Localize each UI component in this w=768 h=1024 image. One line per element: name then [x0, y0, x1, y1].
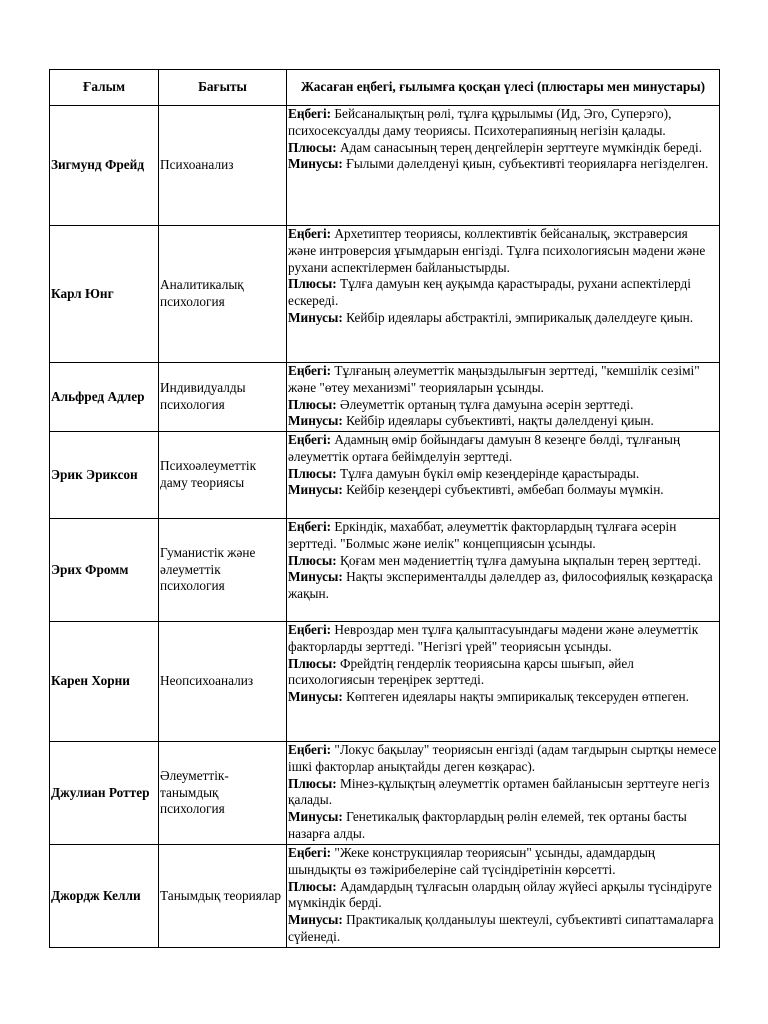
header-row — [50, 70, 720, 106]
pros-text: Фрейдтің гендерлік теориясына қарсы шығып, әйел психологиясын тереңірек зерттеді. — [288, 655, 634, 688]
psychologists-table — [49, 69, 720, 948]
contribution-cell — [287, 363, 720, 432]
scientist-name: Эрик Эриксон — [50, 432, 159, 519]
pros-paragraph — [288, 553, 718, 570]
scientist-direction: Индивидуалды психология — [159, 363, 287, 432]
pros-label: Плюсы: — [288, 139, 337, 155]
pros-label: Плюсы: — [288, 655, 337, 671]
work-paragraph — [288, 742, 718, 776]
table-row — [50, 106, 720, 226]
scientist-direction: Гуманистік және әлеуметтік психология — [159, 519, 287, 622]
cons-paragraph — [288, 156, 718, 173]
table-row — [50, 432, 720, 519]
pros-paragraph — [288, 879, 718, 913]
table-row — [50, 622, 720, 742]
work-label: Еңбегі: — [288, 363, 332, 378]
work-text: "Локус бақылау" теориясын енгізді (адам тағдырын сыртқы немесе ішкі факторлар анықтайды деген көзқарас). — [288, 742, 717, 774]
scientist-direction: Неопсихоанализ — [159, 622, 287, 742]
header-scientist: Ғалым — [50, 70, 159, 106]
contribution-cell — [287, 519, 720, 622]
scientist-name: Джулиан Роттер — [50, 742, 159, 845]
work-text: "Жеке конструкциялар теориясын" ұсынды, адамдардың шындықты өз тәжірибелеріне сай түсіндіретінін көрсетті. — [288, 845, 656, 877]
contribution-cell — [287, 845, 720, 948]
cons-text: Нақты эксперименталды дәлелдер аз, философиялық көзқарасқа жақын. — [288, 569, 713, 602]
contribution-cell — [287, 226, 720, 363]
pros-text: Әлеуметтік ортаның тұлға дамуына әсерін зерттеді. — [340, 396, 634, 412]
cons-paragraph — [288, 912, 718, 946]
contribution-cell — [287, 742, 720, 845]
work-label: Еңбегі: — [288, 622, 332, 637]
scientist-direction: Психоәлеуметтік даму теориясы — [159, 432, 287, 519]
pros-text: Мінез-құлықтың әлеуметтік ортамен байланысын зерттеуге негіз қалады. — [288, 775, 710, 808]
work-label: Еңбегі: — [288, 226, 332, 241]
table-row — [50, 742, 720, 845]
work-text: Адамның өмір бойындағы дамуын 8 кезеңге бөлді, тұлғаның әлеуметтік ортаға бейімделуін зерттеді. — [288, 432, 681, 464]
work-text: Тұлғаның әлеуметтік маңыздылығын зерттеді, "кемшілік сезімі" және "өтеу механизмі" теорияларын ұсынды. — [288, 363, 700, 395]
cons-label: Минусы: — [288, 689, 343, 705]
work-label: Еңбегі: — [288, 519, 332, 534]
cons-label: Минусы: — [288, 482, 343, 498]
cons-label: Минусы: — [288, 809, 343, 825]
cons-paragraph — [288, 310, 718, 327]
work-text: Бейсаналықтың рөлі, тұлға құрылымы (Ид, Эго, Суперэго), психосексуалды даму теориясы. Психотерапияның негізін қалады. — [288, 106, 672, 138]
work-paragraph — [288, 226, 718, 276]
scientist-name: Джордж Келли — [50, 845, 159, 948]
work-paragraph — [288, 622, 718, 656]
cons-text: Көптеген идеялары нақты эмпирикалық тексеруден өтпеген. — [346, 689, 689, 705]
work-paragraph — [288, 845, 718, 879]
pros-paragraph — [288, 397, 718, 414]
pros-label: Плюсы: — [288, 465, 337, 481]
work-paragraph — [288, 432, 718, 466]
scientist-direction: Психоанализ — [159, 106, 287, 226]
cons-text: Генетикалық факторлардың рөлін елемей, тек ортаны басты назарға алды. — [288, 809, 687, 841]
pros-paragraph — [288, 276, 718, 310]
table-header — [50, 70, 720, 106]
cons-label: Минусы: — [288, 156, 343, 172]
work-label: Еңбегі: — [288, 845, 332, 860]
pros-text: Тұлға дамуын бүкіл өмір кезеңдерінде қарастырады. — [340, 465, 640, 481]
header-contribution: Жасаған еңбегі, ғылымға қосқан үлесі (плюстары мен минустары) — [287, 70, 720, 106]
pros-text: Қоғам мен мәдениеттің тұлға дамуына ықпалын терең зерттеді. — [340, 552, 702, 568]
table-row — [50, 363, 720, 432]
cons-label: Минусы: — [288, 569, 343, 585]
cons-label: Минусы: — [288, 912, 343, 928]
cons-text: Ғылыми дәлелденуі қиын, субъективті теорияларға негізделген. — [346, 156, 709, 172]
pros-label: Плюсы: — [288, 775, 337, 791]
pros-paragraph — [288, 776, 718, 810]
work-label: Еңбегі: — [288, 106, 332, 121]
scientist-direction: Аналитикалық психология — [159, 226, 287, 363]
work-text: Архетиптер теориясы, коллективтік бейсаналық, экстраверсия және интроверсия ұғымдарын енгізді. Тұлға психологиясын мәдени және рухани аспектілермен байланыстырды. — [288, 226, 706, 275]
cons-text: Кейбір идеялары абстрактілі, эмпирикалық дәлелдеуге қиын. — [346, 309, 694, 325]
contribution-cell — [287, 622, 720, 742]
table-row — [50, 845, 720, 948]
table-row — [50, 519, 720, 622]
cons-paragraph — [288, 689, 718, 706]
scientist-direction: Танымдық теориялар — [159, 845, 287, 948]
cons-paragraph — [288, 482, 718, 499]
contribution-cell — [287, 432, 720, 519]
pros-label: Плюсы: — [288, 552, 337, 568]
pros-text: Тұлға дамуын кең ауқымда қарастырады, рухани аспектілерді ескереді. — [288, 276, 691, 309]
scientist-direction: Әлеуметтік-танымдық психология — [159, 742, 287, 845]
cons-text: Кейбір идеялары субъективті, нақты дәлелденуі қиын. — [346, 413, 654, 429]
pros-paragraph — [288, 140, 718, 157]
work-text: Невроздар мен тұлға қалыптасуындағы мәдени және әлеуметтік факторларды зерттеді. "Негізгі үрей" теориясын ұсынды. — [288, 622, 699, 654]
work-paragraph — [288, 363, 718, 397]
scientist-name: Альфред Адлер — [50, 363, 159, 432]
pros-label: Плюсы: — [288, 396, 337, 412]
contribution-cell — [287, 106, 720, 226]
pros-text: Адамдардың тұлғасын олардың ойлау жүйесі арқылы түсіндіруге мүмкіндік берді. — [288, 878, 712, 911]
pros-label: Плюсы: — [288, 276, 337, 292]
cons-text: Практикалық қолданылуы шектеулі, субъективті сипаттамаларға сүйенеді. — [288, 912, 714, 944]
header-direction: Бағыты — [159, 70, 287, 106]
cons-paragraph — [288, 809, 718, 843]
table-row — [50, 226, 720, 363]
pros-paragraph — [288, 466, 718, 483]
pros-paragraph — [288, 656, 718, 690]
work-label: Еңбегі: — [288, 742, 332, 757]
scientist-name: Карен Хорни — [50, 622, 159, 742]
scientist-name: Зигмунд Фрейд — [50, 106, 159, 226]
cons-paragraph — [288, 413, 718, 430]
table-body — [50, 106, 720, 948]
work-label: Еңбегі: — [288, 432, 332, 447]
scientist-name: Карл Юнг — [50, 226, 159, 363]
cons-label: Минусы: — [288, 413, 343, 429]
cons-label: Минусы: — [288, 309, 343, 325]
scientist-name: Эрих Фромм — [50, 519, 159, 622]
work-text: Еркіндік, махаббат, әлеуметтік факторлардың тұлғаға әсерін зерттеді. "Болмыс және иелік" концепциясын ұсынды. — [288, 519, 677, 551]
work-paragraph — [288, 106, 718, 140]
pros-label: Плюсы: — [288, 878, 337, 894]
pros-text: Адам санасының терең деңгейлерін зерттеуге мүмкіндік береді. — [340, 139, 703, 155]
work-paragraph — [288, 519, 718, 553]
cons-text: Кейбір кезеңдері субъективті, әмбебап болмауы мүмкін. — [346, 482, 664, 498]
cons-paragraph — [288, 569, 718, 603]
